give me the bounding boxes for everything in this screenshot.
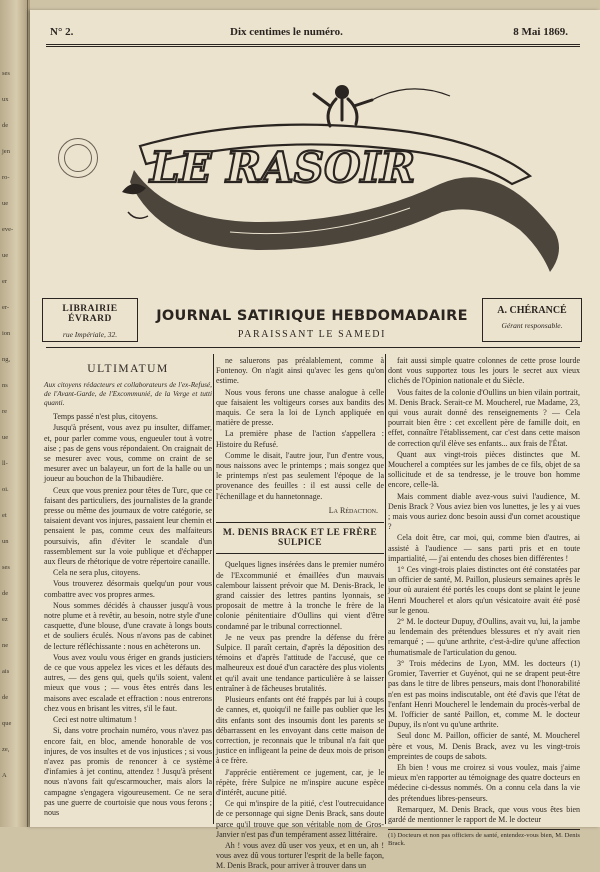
spine-text-fragment: ux — [2, 96, 9, 103]
column-1 — [44, 356, 212, 824]
paragraph: Cela doit être, car moi, qui, comme bien d'autres, ai assisté à l'audience — sans parti pris et en toute impartialité, — j'ai entendu des choses bien différentes ! — [388, 533, 580, 563]
paragraph: Remarquez, M. Denis Brack, que vous vous êtes bien gardé de mentionner le rapport de M. le docteur — [388, 804, 580, 824]
spine-text-fragment: et — [2, 512, 7, 519]
article-dedication: Aux citoyens rédacteurs et collaborateurs de l'ex-Refusé, de l'Avant-Garde, de l'Excommunié, de la Verge et tutti quanti. — [44, 380, 212, 408]
spine-edge — [27, 0, 28, 827]
spine-text-fragment: ez — [2, 616, 8, 623]
paragraph: 3° Trois médecins de Lyon, MM. les docteurs (1) Gromier, Taverrier et Guyénot, qui ne se drapent peut-être pas dans le titre de libres penseurs, mais dont l'honorabilité n'en est pas moins indiscutable, ont été d'avis que l'état de l'enfant Henri Moucherel le lendemain du procès-verbal de M. l'officier de santé Paillon, et, comme M. le docteur Dupuy, ils n'ont vu qu'une arthrite. — [388, 658, 580, 730]
paragraph: Ceux que vous preniez pour têtes de Turc, que ce faisant des particuliers, des journalistes de la grande presse ou même des journaux de votre catégorie, se taisaient devant vos injures, passaient leur chemin et pensaient le pas, comme ceux des malfaiteurs poursuivis, afin d'éviter le scandale d'un rassemblement sur la voie publique et d'échapper aux fleurs de rhétorique de votre répertoire canaille. — [44, 485, 212, 567]
spine-text-fragment: ue — [2, 200, 9, 207]
paragraph: Mais comment diable avez-vous suivi l'audience, M. Denis Brack ? Vous aviez bien vos lunettes, je les y ai vues ; mais vous auriez donc besoin aussi d'un cornet acoustique ? — [388, 491, 580, 532]
paragraph: Comme le disait, l'autre jour, l'un d'entre vous, nous naissons avec le printemps ; mais songez que le printemps n'est pas seulement l'époque de la provenance des feuilles : il est aussi celle de l'échenillage et du hannetonnage. — [216, 450, 384, 501]
issue-date: 8 Mai 1869. — [513, 26, 568, 38]
spine-text-fragment: eve- — [2, 226, 14, 233]
masthead-title-art: LE RASOIR — [150, 143, 416, 192]
manager-role: Gérant responsable. — [501, 321, 563, 330]
paragraph: Vous avez voulu vous ériger en grands justiciers de ce que vous appelez les vices et les défauts des autres, — des gens qui, quels qu'ils soient, valent mieux que vous ; — vous êtes entrés dans les maisons avec escalade et effraction : nous entrerons chez vous en brisant les vitres, s'il le faut. — [44, 652, 212, 713]
paragraph: J'apprécie entièrement ce jugement, car, je le répète, frère Sulpice ne m'inspire aucune espèce d'intérêt, aucune pitié. — [216, 767, 384, 797]
column-divider — [385, 354, 386, 824]
paragraph: Si, dans votre prochain numéro, vous n'avez pas encore fait, en bloc, amende honorable de vos injures, de vos insultes et de vos injustices ; si vous n'avez pas promis de renoncer à ce système d'infamies à jet continu, attendez ! Jusqu'à présent nous n'avons fait qu'escarmoucher, mais alors la campagne s'engagera vigoureusement. Ce ne sera pas une guerre de courtoisie que nous vous ferons ; nous — [44, 726, 212, 817]
spine-text-fragment: oi. — [2, 486, 9, 493]
masthead-rule — [46, 347, 580, 348]
spine-text-fragment: ne — [2, 642, 9, 649]
header-line — [40, 22, 582, 42]
spine-text-fragment: A — [2, 772, 7, 779]
paragraph: 2° M. le docteur Dupuy, d'Oullins, avait vu, lui, la jambe au lendemain des prétendues blessures et n'y avait rien remarqué ; — qu'une arthrite, c'est-à-dire qu'une affection rhumatismale de l'articulation du genou. — [388, 617, 580, 657]
col3-body — [388, 356, 580, 825]
spine-text-fragment: de — [2, 122, 9, 129]
paragraph: Ce qui m'inspire de la pitié, c'est l'outrecuidance de ce personnage qui signe Denis Brack, sans doute parce qu'il trouve que son véritable nom de Gros-Janvier n'est pas d'un tempérament assez littéraire. — [216, 799, 384, 839]
spine-text-fragment: que — [2, 720, 12, 727]
paragraph: fait aussi simple quatre colonnes de cette prose lourde dont vous supportez tous les jours le secret aux vieux clichés de l'Opinion nationale et du Siècle. — [388, 356, 580, 386]
spine-text-fragment: ng, — [2, 356, 11, 363]
razor-title-illustration-icon — [110, 72, 570, 282]
manager-name: A. CHÉRANCÉ — [497, 305, 567, 316]
paragraph: Je ne veux pas prendre la défense du frère Sulpice. Il paraît certain, d'après la déposition des témoins et d'après l'attitude de l'accusé, que ce malheureux est doué d'un caractère des plus violents et qu'il avait une tendance particulière à se laisser entraîner à de fâcheuses brutalités. — [216, 632, 384, 693]
paragraph: Ceci est notre ultimatum ! — [53, 715, 137, 725]
spine-text-fragment: ses — [2, 70, 10, 77]
spine-text-fragment: ns — [2, 382, 8, 389]
col1-body — [44, 412, 212, 818]
col2-body — [216, 356, 384, 502]
paragraph: Temps passé n'est plus, citoyens. — [53, 412, 158, 422]
paragraph: Cela ne sera plus, citoyens. — [53, 568, 141, 578]
paragraph: Quant aux vingt-trois pièces distinctes que M. Moucherel a comptées sur les jambes de ce fils, objet de sa sollicitude et de sa tendresse, je le trouve bon homme encore, celle-là. — [388, 449, 580, 490]
spine-text-fragment: ue — [2, 434, 9, 441]
price-notice: Dix centimes le numéro. — [230, 26, 343, 38]
paragraph: Seul donc M. Paillon, officier de santé, M. Moucherel père et vous, M. Denis Brack, avez vu les vingt-trois empreintes de coups de sabots. — [388, 731, 580, 761]
spine-text-fragment: jen — [2, 148, 10, 155]
article-title-brack: M. DENIS BRACK ET LE FRÈRE SULPICE — [216, 522, 384, 554]
paragraph: Nous sommes décidés à chausser jusqu'à vous notre plume et à revêtir, au besoin, notre style d'une casquette, d'une blouse, d'une cravate à longs bouts et de souliers éculés. Nous n'avons pas de cabinet de lecture réfléchissante : nous en achèterons un. — [44, 600, 212, 651]
spine-text-fragment: ro- — [2, 174, 10, 181]
paragraph: Quelques lignes insérées dans le premier numéro de l'Excommunié et émaillées d'un mauvais calembour laissent prévoir que M. Denis-Brack, le grand caissier des lettres pantins lyonnais, se proposait de mettre à la tronche le frère de la colonie pénitentiaire d'Oullins qui vient d'être condamné par le tribunal correctionnel. — [216, 560, 384, 631]
paragraph: La première phase de l'action s'appellera : Histoire du Refusé. — [216, 429, 384, 449]
spine-text-fragment: ll- — [2, 460, 8, 467]
issue-number: N° 2. — [50, 26, 74, 38]
spine-text-fragment: er — [2, 278, 8, 285]
spine-text-fragment: ais — [2, 668, 10, 675]
spine-text-fragment: un — [2, 538, 9, 545]
paragraph: 1° Ces vingt-trois plaies distinctes ont été constatées par un officier de santé, M. Paillon, plusieurs semaines après le jour où auraient été portés les coups dont se plaint le jeune Henri Moucherel et alors qu'un vésicatoire avait été posé sur le genou. — [388, 565, 580, 615]
footnote: (1) Docteurs et non pas officiers de santé, entendez-vous bien, M. Denis Brack. — [388, 829, 580, 848]
journal-subtitle: JOURNAL SATIRIQUE HEBDOMADAIRE — [156, 308, 468, 324]
paragraph: Jusqu'à présent, vous avez pu insulter, diffamer, et, pour parler comme vous, engueuler tout à votre aise ; pas de gens vous répondaient. On craignait de se mesurer avec vous, comme on craint de se mesurer avec un balayeur, un fort de la halle ou un joueur au bouchon de la Thibaudière. — [44, 423, 212, 484]
spine-text-fragment: de — [2, 590, 9, 597]
paragraph: Nous vous ferons une chasse analogue à celle que faisaient les voltigeurs corses aux bandits des maquis. Ce sera la loi de Lynch appliquée en matière de presse. — [216, 387, 384, 428]
publisher-address: rue Impériale, 32. — [62, 330, 118, 339]
spine-text-fragment: de — [2, 694, 9, 701]
paragraph: Vous trouverez désormais quelqu'un pour vous combattre avec vos propres armes. — [44, 579, 212, 599]
paragraph: Vous faites de la colonie d'Oullins un bien vilain portrait, M. Denis Brack. Serait-ce M. Moucherel, rue Madame, 23, qui vous aurait donné des renseignements ? — Cela pourrait bien être : cet excellent père de famille doit, en effet, connaître l'établissement, car c'est dans cette maison de correction qu'il élève ses enfants... aux frais de l'État. — [388, 387, 580, 448]
column-3 — [388, 356, 580, 848]
spine-text-fragment: ue — [2, 252, 9, 259]
masthead-art — [110, 72, 570, 282]
column-2 — [216, 356, 384, 871]
editorial-signature: La Rédaction. — [328, 505, 378, 515]
spine-text-fragment: er- — [2, 304, 10, 311]
header-rule — [46, 44, 580, 47]
spine-text-fragment: ses — [2, 564, 10, 571]
publisher-name: LIBRAIRIE ÉVRARD — [62, 304, 118, 324]
spine-text-fragment: ion — [2, 330, 11, 337]
adjacent-page-spine — [0, 0, 30, 827]
newspaper-page — [30, 10, 600, 871]
spine-text-fragment: ze, — [2, 746, 10, 753]
article-title-ultimatum: ULTIMATUM — [87, 363, 169, 375]
publisher-box — [42, 298, 138, 342]
paragraph: ne saluerons pas préalablement, comme à Fontenoy. On n'agit ainsi qu'avec les gens qu'on estime. — [216, 356, 384, 386]
paragraph: Ah ! vous avez dû user vos yeux, et en un, ah ! vous avez dû vous torturer l'esprit de la belle façon, M. Denis Brack, pour arriver à trouver dans un — [216, 840, 384, 871]
stamp-inner-ring — [64, 144, 92, 172]
column-divider — [213, 354, 214, 824]
library-stamp-icon — [58, 138, 98, 178]
paragraph: Eh bien ! vous me croirez si vous voulez, mais j'aime mieux m'en rapporter au témoignage des quatre docteurs en médecine ci-dessus nommés. On a connu cela dans la vie des prétendues libres-penseurs. — [388, 762, 580, 803]
manager-box — [482, 298, 582, 342]
paragraph: Plusieurs enfants ont été frappés par lui à coups de cannes, et, quoiqu'il ne faille pas oublier que les dits enfants sont des insoumis dont les parents se débarrassent en les envoyant dans cette maison de correction, je reconnais que le tribunal n'a fait que justice en infligeant la peine de deux mois de prison à ce frère. — [216, 695, 384, 766]
spine-text-fragment: re — [2, 408, 8, 415]
col2-article-body — [216, 560, 384, 871]
publication-frequency: PARAISSANT LE SAMEDI — [237, 329, 387, 340]
